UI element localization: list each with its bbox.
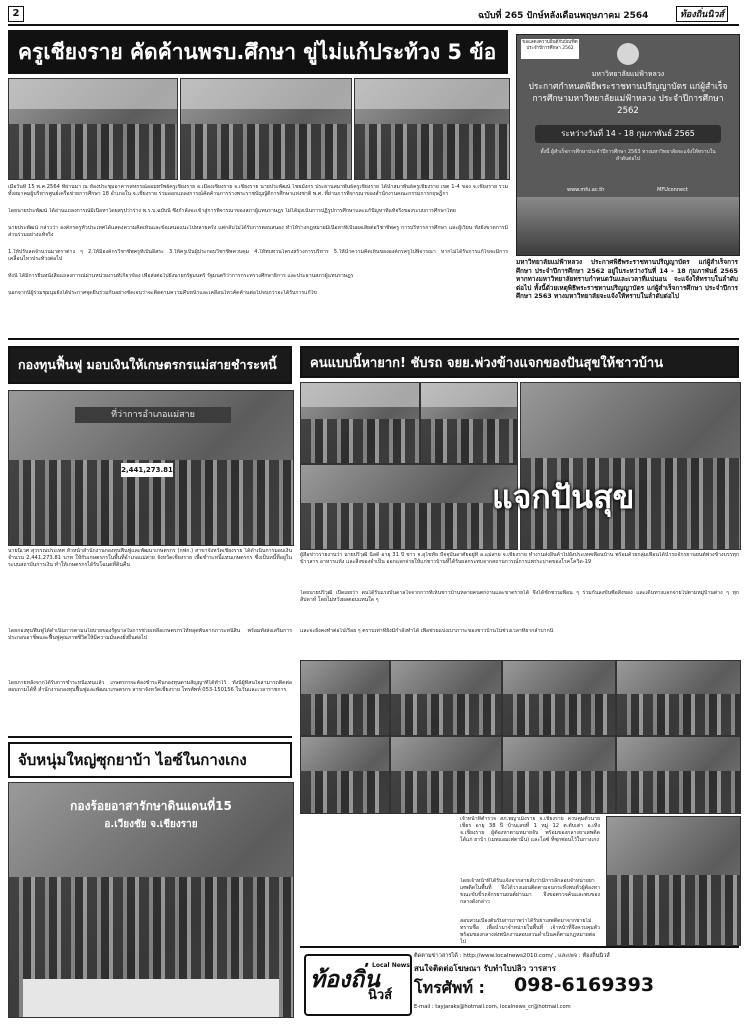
footer-contact: ติดตามข่าวสารได้ : http://www.localnews2010.com/ , และเพจ : ท้องถิ่นนิวส์ (414, 953, 610, 959)
story2-photo (8, 390, 294, 546)
mfu-web-link[interactable]: www.mfu.ac.th (567, 187, 605, 193)
cheque-board: 2,441,273.81 (121, 463, 173, 477)
story3-photos-row2 (300, 660, 739, 812)
story2-headline: กองทุนฟื้นฟู มอบเงินให้เกษตรกรแม่สายชำระหนี้ (8, 346, 292, 384)
mfu-note: ทั้งนี้ ผู้สำเร็จการศึกษาประจำปีการศึกษา 2563 ทางมหาวิทยาลัยจะแจ้งให้ทราบในลำดับต่อไป (540, 149, 716, 162)
volunteer-unit-sign: กองร้อยอาสารักษาดินแดนที่15 (70, 799, 232, 813)
district-office-sign: ที่ว่าการอำเภอแม่สาย (75, 407, 231, 423)
story2-paragraph: โดยภายหลังจากได้รับการชำระหนี้แทนแล้ว เกษตรกรจะต้องชำระคืนกองทุนตามสัญญาที่ได้ทำไว้ ทั้งนี้ผู้ที่สนใจสามารถติดต่อสอบถามได้ที่ สำนักงานกองทุนฟื้นฟูและพัฒนาเกษตรกร สาขาจังหวัดเชียงราย โทรศัพท์ 053-150156 ในวันและเวลาราชการ (8, 680, 292, 694)
story4-paragraph: สอบสวนเบื้องต้นรับสารภาพว่าได้รับยาเสพติดมาจากชายไม่ทราบชื่อ เพื่อนำมาจำหน่ายในพื้นที่ เจ้าหน้าที่จึงควบคุมตัวพร้อมของกลางส่งพนักงานสอบสวนดำเนินคดีตามกฎหมายต่อไป (460, 918, 600, 946)
footer-phone[interactable]: 098-6169393 (514, 974, 655, 996)
mfu-date: ระหว่างวันที่ 14 - 18 กุมภาพันธ์ 2565 (535, 125, 721, 143)
footer-logo-en: Local News (372, 962, 410, 969)
mini-logo: ท้องถิ่นนิวส์ (676, 6, 728, 22)
issue-info: ฉบับที่ 265 ปักษ์หลังเดือนพฤษภาคม 2564 (478, 11, 649, 21)
story3-paragraph: ผู้สื่อข่าวรายงานว่า นายปรีวุฒิ นิลดี อายุ 31 ปี ชาว จ.สุโขทัย ปัจจุบันอาศัยอยู่ที่ อ.แม่สาย จ.เชียงราย ทำงานส่งสินค้าไปยังประเทศเพื่อนบ้าน พร้อมด้วยกลุ่มเพื่อนได้นำรถจักรยานยนต์พ่วงข้างบรรทุกข้าวสาร อาหารแห้ง และสิ่งของจำเป็น ออกแจกจ่ายให้แก่ชาวบ้านที่ได้รับผลกระทบจากสถานการณ์การแพร่ระบาดของโรคโควิด-19 (300, 552, 739, 566)
footer-logo-thai: ท้องถิ่น (310, 967, 380, 993)
story4-paragraph: โดยเจ้าหน้าที่ได้รับแจ้งจากสายลับว่ามีการลักลอบจำหน่ายยาเสพติดในพื้นที่ จึงได้วางแผนติดตามจนกระทั่งพบตัวผู้ต้องหาขณะขับขี่รถจักรยานยนต์ผ่านมา จึงขอตรวจค้นและพบของกลางดังกล่าว (460, 878, 600, 906)
mfu-title: ประกาศกำหนดพิธีพระราชทานปริญญาบัตร แก่ผู้สำเร็จการศึกษามหาวิทยาลัยแม่ฟ้าหลวง ประจำปีการศึกษา 2562 (528, 82, 728, 116)
mfu-caption: มหาวิทยาลัยแม่ฟ้าหลวง ประกาศพิธีพระราชทานปริญญาบัตร แก่ผู้สำเร็จการศึกษา ประจำปีการศึกษา 2562 อยู่ในระหว่างวันที่ 14 - 18 กุมภาพันธ์ 2565 หากทางมหาวิทยาลัยทราบกำหนดวันและเวลาที่แน่นอน จะแจ้งให้ทราบในลำดับต่อไป ทั้งนี้ด้วยเหตุพิธีพระราชทานปริญญาบัตร แก่ผู้สำเร็จการศึกษา ประจำปีการศึกษา 2563 ทางมหาวิทยาลัยจะแจ้งให้ทราบในลำดับต่อไป (516, 258, 738, 301)
footer-logo-news: นิวส์ (368, 988, 393, 1003)
story1-photos (8, 78, 508, 180)
share-happiness-sign: แจกปันสุข (492, 478, 635, 516)
volunteer-unit-subsign: อ.เวียงชัย จ.เชียงราย (104, 819, 198, 830)
story1-paragraph: เมื่อวันที่ 15 พ.ค.2564 ที่ผ่านมา ณ ห้องประชุมอาคารสหกรณ์ออมทรัพย์ครูเชียงราย อ.เมืองเชียงราย จ.เชียงราย นายประพัฒน์ ไชยมังกร ประธานสมาพันธ์ครูเชียงราย ได้นำสมาพันธ์ครูเชียงราย เขต 1-4 ของ จ.เชียงราย รวมทั้งสมาคมผู้บริหารศูนย์เครือข่ายการศึกษา 18 อำเภอใน จ.เชียงราย ร่วมออกแถลงการณ์คัดค้านการร่างพระราชบัญญัติการศึกษาแห่งชาติ พ.ศ. ที่ผ่านการพิจารณาของสำนักงานคณะกรรมการกฤษฎีกา (8, 184, 508, 198)
mfu-org: มหาวิทยาลัยแม่ฟ้าหลวง (591, 70, 665, 78)
footer-classified: สนใจติดต่อโฆษณา รับทำใบปลิว วารสาร (414, 964, 556, 973)
mfu-logo-icon (617, 43, 639, 65)
story4-side-photo (606, 816, 741, 946)
story3-photos (300, 382, 739, 548)
story4-headline: จับหนุ่มใหญ่ซุกยาบ้า ไอซ์ในกางเกง (8, 742, 292, 778)
story1-paragraph: ทั้งนี้ ได้มีการยื่นหนังสือแถลงการณ์ผ่านหน่วยงานที่เกี่ยวข้อง เพื่อส่งต่อไปยังนายกรัฐมนตรี รัฐมนตรีว่าการกระทรวงศึกษาธิการ และประธานสภาผู้แทนราษฎร (8, 273, 354, 279)
mfu-social-link[interactable]: MFUconnect (657, 187, 688, 193)
story1-headline: ครูเชียงราย คัดค้านพรบ.ศึกษา ขู่ไม่แก้ประท้วง 5 ข้อ (8, 30, 508, 74)
mfu-ad (516, 34, 740, 256)
story1-paragraph: โดยนายประพัฒน์ ได้อ่านแถลงการณ์มีเนื้อหาโดยสรุปว่าร่าง พ.ร.บ.ฉบับนี้ ซึ่งกำลังจะเข้าสู่การพิจารณาของสภาผู้แทนราษฎร ไม่ได้มุ่งเน้นการปฏิรูปการศึกษาและแก้ปัญหาที่แท้จริงของระบบการศึกษาไทย (8, 208, 456, 214)
story3-headline: คนแบบนี้หายาก! ชับรถ จยย.พ่วงข้างแจกของปันสุขให้ชาวบ้าน (300, 346, 739, 378)
story2-paragraph: นายนิเวศ สุวรรณประเทศ หัวหน้าสำนักงานกองทุนฟื้นฟูและพัฒนาเกษตรกร (กฟก.) สาขาจังหวัดเชียงราย ได้ดำเนินการมอบเงิน จำนวน 2,441,273.81 บาท ให้กับเกษตรกรในพื้นที่อำเภอแม่สาย จังหวัดเชียงราย เพื่อชำระหนี้แทนเกษตรกร ซึ่งเป็นหนี้ที่อยู่ในระบบสถาบันการเงิน ทำให้เกษตรกรได้รับโฉนดที่ดินคืน (8, 548, 292, 569)
story3-paragraph: โดยนายปรีวุฒิ เปิดเผยว่า ตนได้รับแรงบันดาลใจจากการที่เห็นชาวบ้านหลายคนตกงานและขาดรายได้ จึงได้ชักชวนเพื่อน ๆ ร่วมกันลงขันซื้อสิ่งของ และเดินทางแจกจ่ายไปตามหมู่บ้านต่าง ๆ ทุกสัปดาห์ โดยไม่หวังผลตอบแทนใด ๆ (300, 590, 739, 604)
evidence-table (23, 979, 279, 1017)
footer-logo (304, 954, 412, 1016)
footer-ad (300, 946, 739, 1020)
story2-paragraph: โดยกองทุนฟื้นฟูได้ดำเนินการตามนโยบายของรัฐบาลในการช่วยเหลือเกษตรกรให้หลุดพ้นจากภาระหนี้สิน พร้อมทั้งส่งเสริมการประกอบอาชีพและฟื้นฟูคุณภาพชีวิตให้มีความมั่นคงยั่งยืนต่อไป (8, 628, 292, 642)
story1-paragraph: 1.ให้ปรับลดจำนวนมาตราต่าง ๆ 2.ให้มีองค์กรวิชาชีพครูที่เป็นอิสระ 3.ให้ครูเป็นผู้ประกอบวิชาชีพควบคุม 4.ให้ทบทวนโครงสร้างการบริหาร 5.ให้นำความคิดเห็นขององค์กรครูไปพิจารณา หากไม่ได้รับการแก้ไขจะมีการเคลื่อนไหวประท้วงต่อไป (8, 249, 508, 263)
story4-photo (8, 782, 294, 1018)
footer-email[interactable]: E-mail : tayjaraks@hotmail.com, localnews_cr@hotmail.com (414, 1004, 571, 1010)
mfu-corner-badge: ขอแสดงความยินดีกับบัณฑิต ประจำปีการศึกษา 2562 (521, 39, 579, 59)
page-header (8, 6, 739, 22)
page-number: 2 (8, 6, 24, 22)
mfu-ceremony-photo (517, 197, 739, 255)
story3-paragraph: และจะยังคงทำต่อไปเรื่อย ๆ ตราบเท่าที่ยังมีกำลังทำได้ เพื่อช่วยแบ่งเบาภาระของชาวบ้านในช่วงเวลาที่ยากลำบากนี้ (300, 628, 554, 634)
story1-paragraph: นอกจากนี้ผู้ร่วมชุมนุมยังได้ประกาศจุดยืนร่วมกันอย่างชัดเจนว่าจะติดตามความคืบหน้าและเคลื่อนไหวคัดค้านต่อไปจนกว่าจะได้รับการแก้ไข (8, 290, 317, 296)
story4-paragraph: เจ้าหน้าที่ตำรวจ สภ.พญาเม็งราย จ.เชียงราย ควบคุมตัวนายเชียร อายุ 38 ปี บ้านเลขที่ 1 หมู่ 12 ต.ตับเต่า อ.เทิง จ.เชียงราย ผู้ต้องหาตามหมายจับ พร้อมของกลางยาเสพติด ได้แก่ ยาบ้า (เมทแอมเฟตามีน) และไอซ์ ที่ซุกซ่อนไว้ในกางเกง (460, 816, 600, 844)
footer-phone-label: โทรศัพท์ : (414, 978, 485, 997)
story1-paragraph: นายประพัฒน์ กล่าวว่า องค์กรครูทั่วประเทศได้แสดงความคิดเห็นและข้อเสนอแนะไปหลายครั้ง แต่กลับไม่ได้รับการตอบสนอง ทำให้ร่างกฎหมายมีเนื้อหาที่เป็นผลเสียต่อวิชาชีพครู การบริหารการศึกษา และผู้เรียน ทั้งยังขาดการมีส่วนร่วมอย่างแท้จริง (8, 225, 508, 239)
